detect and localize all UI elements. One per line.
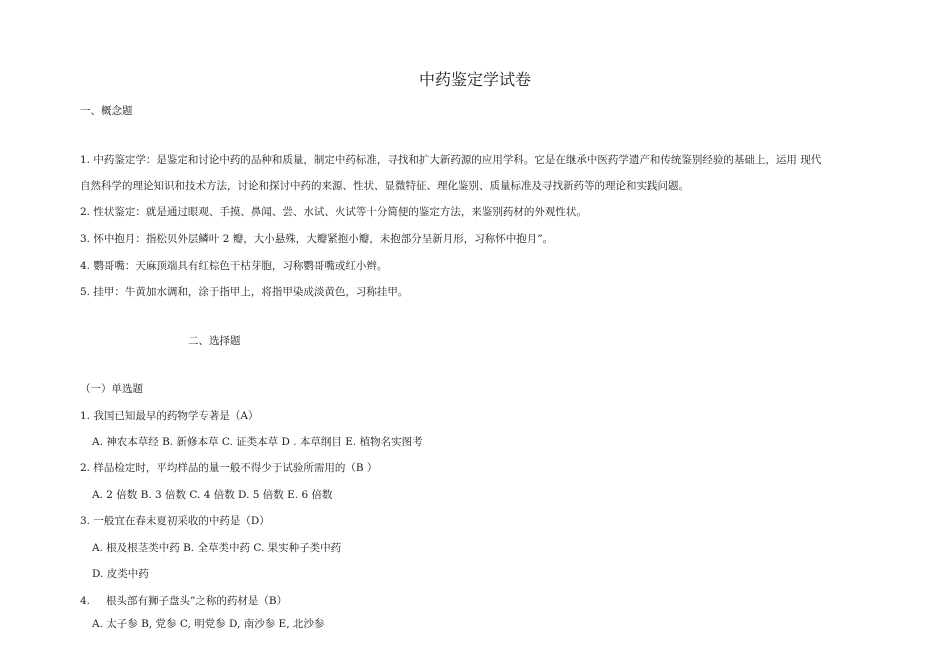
concept-item: 3. 怀中抱月：指松贝外层鳞叶 2 瓣，大小悬殊，大瓣紧抱小瓣，未抱部分呈新月形，习称怀中抱月”。 xyxy=(80,233,554,245)
question-options: A. 神农本草经 B. 新修本草 C. 证类本草 D . 本草纲目 E. 植物名实图考 xyxy=(92,436,423,448)
question-text xyxy=(80,594,287,608)
question-options: D. 皮类中药 xyxy=(92,568,149,580)
question-text: 2. 样品检定时，平均样品的量一般不得少于试验所需用的（B ） xyxy=(80,462,378,474)
concept-item: 4. 鹦哥嘴：天麻顶端具有红棕色干枯芽胞，习称鹦哥嘴或红小辫。 xyxy=(80,260,388,272)
subsection-heading-single-choice: （一）单选题 xyxy=(80,383,143,395)
page-title: 中药鉴定学试卷 xyxy=(418,70,531,89)
question-number: 4. xyxy=(80,595,91,607)
concept-item-continuation: 自然科学的理论知识和技术方法，讨论和探讨中药的来源、性状、显微特征、理化鉴别、质量标准及寻找新药等的理论和实践问题。 xyxy=(80,180,689,192)
concept-item: 5. 挂甲：牛黄加水调和，涂于指甲上，将指甲染成淡黄色，习称挂甲。 xyxy=(80,286,409,298)
concept-item: 1. 中药鉴定学：是鉴定和讨论中药的品种和质量，制定中药标准，寻找和扩大新药源的应用学科。它是在继承中医药学遗产和传统鉴别经验的基础上，运用 现代 xyxy=(80,154,822,166)
question-text: 3. 一般宜在春末夏初采收的中药是（D） xyxy=(80,515,270,527)
question-options: A. 根及根茎类中药 B. 全草类中药 C. 果实种子类中药 xyxy=(92,542,342,554)
question-text: 1. 我国已知最早的药物学专著是（A） xyxy=(80,410,259,422)
concept-item: 2. 性状鉴定：就是通过眼观、手摸、鼻闻、尝、水试、火试等十分简便的鉴定方法，来鉴别药材的外观性状。 xyxy=(80,206,587,218)
question-options: A. 太子参 B, 党参 C, 明党参 D, 南沙参 E, 北沙参 xyxy=(92,618,325,630)
question-stem: 根头部有狮子盘头”之称的药材是（B） xyxy=(106,595,288,607)
section-heading-concepts: 一、概念题 xyxy=(80,105,133,117)
section-heading-choice: 二、选择题 xyxy=(188,335,241,347)
question-options: A. 2 倍数 B. 3 倍数 C. 4 倍数 D. 5 倍数 E. 6 倍数 xyxy=(92,489,333,501)
